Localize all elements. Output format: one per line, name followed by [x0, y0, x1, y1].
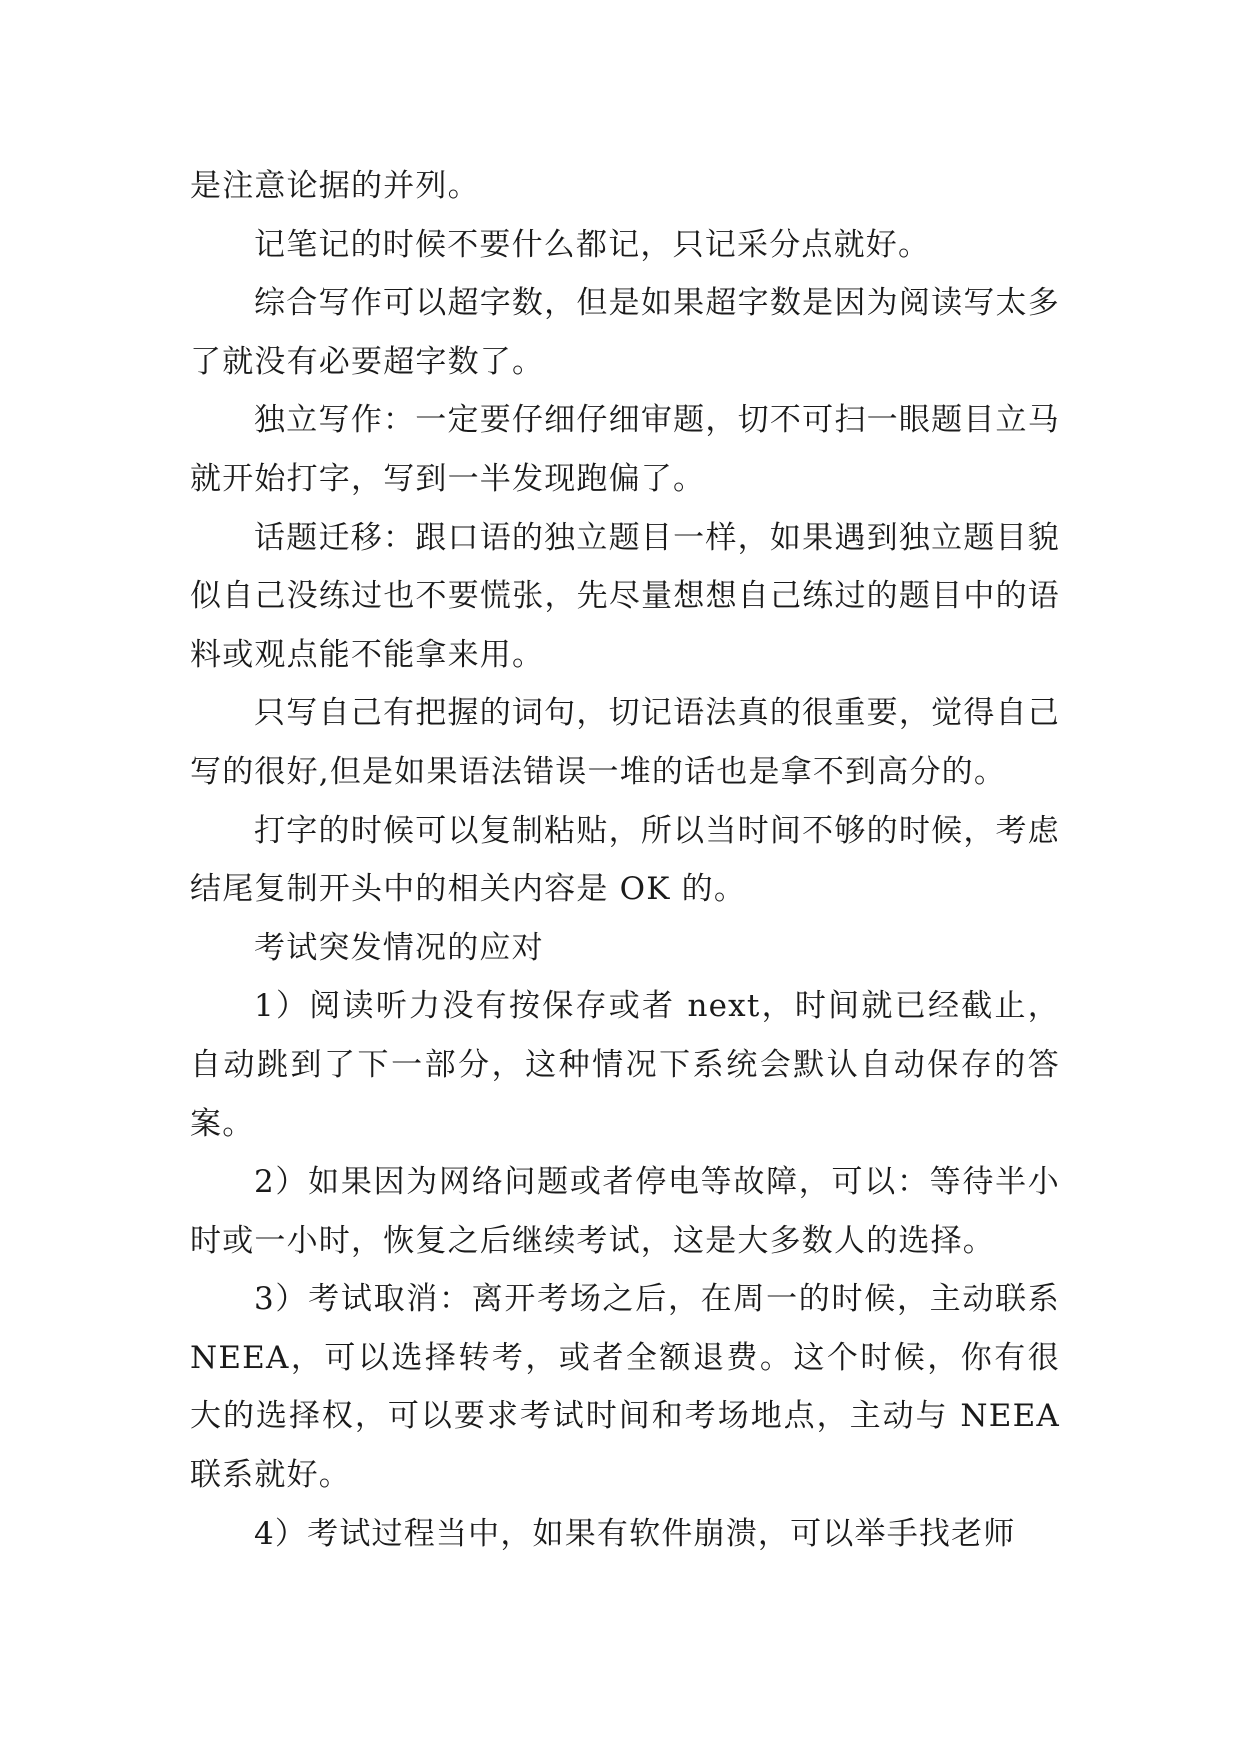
- paragraph-7: 打字的时候可以复制粘贴，所以当时间不够的时候，考虑结尾复制开头中的相关内容是 OK 的。: [190, 812, 1060, 908]
- paragraph-2: 记笔记的时候不要什么都记，只记采分点就好。: [254, 226, 931, 263]
- paragraph-6: 只写自己有把握的词句，切记语法真的很重要，觉得自己写的很好,但是如果语法错误一堆的话也是拿不到高分的。: [190, 695, 1060, 790]
- paragraph-4: 独立写作：一定要仔细仔细审题，切不可扫一眼题目立马就开始打字，写到一半发现跑偏了。: [190, 402, 1060, 497]
- list-item-2: 2）如果因为网络问题或者停电等故障，可以：等待半小时或一小时，恢复之后继续考试，这是大多数人的选择。: [190, 1164, 1060, 1259]
- paragraph-3: 综合写作可以超字数，但是如果超字数是因为阅读写太多了就没有必要超字数了。: [190, 285, 1060, 380]
- list-item-4: 4）考试过程当中，如果有软件崩溃，可以举手找老师: [254, 1515, 1016, 1552]
- list-item-1: 1）阅读听力没有按保存或者 next，时间就已经截止，自动跳到了下一部分，这种情况下系统会默认自动保存的答案。: [190, 988, 1060, 1142]
- list-item-3: 3）考试取消：离开考场之后，在周一的时候，主动联系 NEEA，可以选择转考，或者全额退费。这个时候，你有很大的选择权，可以要求考试时间和考场地点，主动与 NEEA 联系就好。: [190, 1281, 1060, 1494]
- document-body: [190, 157, 1060, 1563]
- section-heading: 考试突发情况的应对: [254, 929, 544, 966]
- paragraph-1: 是注意论据的并列。: [190, 168, 480, 204]
- paragraph-5: 话题迁移：跟口语的独立题目一样，如果遇到独立题目貌似自己没练过也不要慌张，先尽量想想自己练过的题目中的语料或观点能不能拿来用。: [190, 519, 1060, 673]
